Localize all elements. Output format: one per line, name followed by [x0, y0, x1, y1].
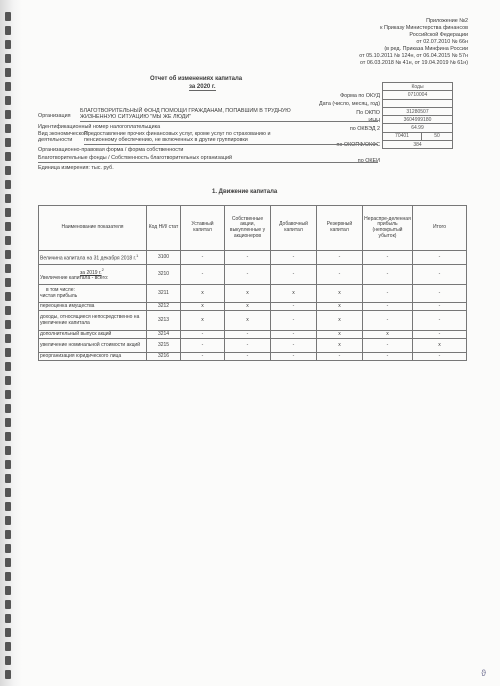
binding-hole [5, 390, 11, 399]
binding-hole [5, 670, 11, 679]
binding-hole [5, 600, 11, 609]
binding-hole [5, 516, 11, 525]
cell-value: х [317, 285, 363, 303]
cell-value: - [413, 285, 467, 303]
appendix-line-4: от 02.07.2010 № 66н [416, 39, 468, 45]
okpo-code: 31280507 [383, 107, 453, 115]
okei-code: 384 [383, 141, 453, 149]
cell-value: х [363, 331, 413, 339]
cell-value: - [271, 251, 317, 265]
cell-value: - [271, 331, 317, 339]
cell-value: х [317, 339, 363, 353]
cell-value: - [363, 303, 413, 311]
binding-hole [5, 222, 11, 231]
row-name-text: за 2019 г. [80, 269, 102, 276]
column-header: Код НИ/ стат [147, 206, 181, 251]
cell-value: - [317, 265, 363, 285]
binding-hole [5, 82, 11, 91]
cell-value: - [181, 353, 225, 361]
column-header: Собственные акции, выкупленные у акционеров [225, 206, 271, 251]
appendix-line-7: от 06.03.2018 № 41н, от 19.04.2019 № 61н) [360, 60, 468, 66]
org-label: Организация [38, 113, 71, 119]
table-row [39, 265, 467, 285]
binding-hole [5, 404, 11, 413]
binding-hole [5, 236, 11, 245]
report-title: Отчет об изменениях капитала [150, 76, 243, 82]
form-label: Форма по ОКУД [340, 93, 380, 99]
inn-caption: Идентификационный номер налогоплательщика [38, 124, 161, 130]
cell-value: - [225, 339, 271, 353]
appendix-line-3: Российской Федерации [409, 32, 468, 38]
row-name [39, 303, 147, 311]
org-name-1: БЛАГОТВОРИТЕЛЬНЫЙ ФОНД ПОМОЩИ ГРАЖДАНАМ, ПОПАВШИМ В ТРУДНУЮ [80, 108, 291, 114]
row-name [39, 311, 147, 331]
activity-label-1: Вид экономической [38, 131, 88, 137]
cell-value: - [271, 353, 317, 361]
binding-hole [5, 292, 11, 301]
footnote-mark: 2 [101, 267, 104, 273]
okpo-label: По ОКПО [356, 110, 380, 116]
okved-label: по ОКВЭД 2 [349, 126, 380, 132]
activity-value-1: Предоставление прочих финансовых услуг, кроме услуг по страхованию и [84, 131, 271, 137]
cell-value: - [363, 339, 413, 353]
binding-hole [5, 54, 11, 63]
row-code: 3211 [147, 285, 181, 303]
binding-hole [5, 460, 11, 469]
cell-value: - [225, 353, 271, 361]
binding-hole [5, 376, 11, 385]
cell-value: х [317, 311, 363, 331]
binding-hole [5, 96, 11, 105]
table-row [39, 251, 467, 265]
binding-hole [5, 614, 11, 623]
binding-hole [5, 278, 11, 287]
binding-hole [5, 586, 11, 595]
row-name-text: чистая прибыль [40, 292, 78, 299]
binding-hole [5, 362, 11, 371]
cell-value: - [413, 311, 467, 331]
row-name-text: доходы, относящиеся непосредственно на увеличение капитала [40, 313, 140, 326]
row-name-text: в том числе: [46, 286, 75, 293]
binding-hole [5, 138, 11, 147]
legal-form-value: Благотворительные фонды / Собственность благотворительных организаций [38, 155, 233, 161]
binding-hole [5, 180, 11, 189]
row-code: 3100 [147, 251, 181, 265]
row-name-text: реорганизация юридического лица [40, 352, 122, 359]
binding-hole [5, 418, 11, 427]
inn-label: ИНН [368, 118, 380, 124]
cell-value: - [225, 265, 271, 285]
cell-value: - [181, 251, 225, 265]
column-header: Наименование показателя [39, 206, 147, 251]
binding-hole [5, 544, 11, 553]
cell-value: - [271, 303, 317, 311]
row-name [39, 353, 147, 361]
okfs-code: 50 [422, 132, 453, 140]
date-code [383, 99, 453, 107]
column-header: Нераспре-деленная прибыль (непокрытый убыток) [363, 206, 413, 251]
cell-value: х [271, 285, 317, 303]
table-row [39, 311, 467, 331]
binding-hole [5, 642, 11, 651]
cell-value: - [181, 265, 225, 285]
table-row [39, 331, 467, 339]
binding-edge [0, 0, 22, 686]
codes-header: Коды [383, 83, 453, 91]
row-code: 3215 [147, 339, 181, 353]
row-name [39, 331, 147, 339]
row-code: 3214 [147, 331, 181, 339]
activity-value-2: пенсионному обеспечению, не включенных в другие группировки [84, 137, 248, 143]
column-header: Резервный капитал [317, 206, 363, 251]
okei-label: по ОКЕИ [357, 158, 380, 164]
cell-value: - [363, 265, 413, 285]
binding-hole [5, 530, 11, 539]
binding-hole [5, 68, 11, 77]
unit-label: Единица измерения: тыс. руб. [38, 165, 114, 171]
row-name [39, 339, 147, 353]
column-header: Итого [413, 206, 467, 251]
cell-value: - [413, 303, 467, 311]
cell-value: - [225, 331, 271, 339]
cell-value: - [363, 251, 413, 265]
cell-value: - [181, 331, 225, 339]
legal-form-label: Организационно-правовая форма / форма собственности [38, 147, 184, 153]
binding-hole [5, 40, 11, 49]
okopf-code: 70401 [383, 132, 422, 140]
appendix-line-1: Приложение №2 [426, 18, 468, 24]
appendix-line-6: от 05.10.2011 № 124н, от 06.04.2015 № 57н [359, 53, 468, 59]
okopf-label: по ОКОПФ/ОКФС [336, 142, 380, 148]
table-row [39, 285, 467, 303]
activity-label-2: деятельности [38, 137, 73, 143]
cell-value: х [225, 285, 271, 303]
binding-hole [5, 572, 11, 581]
binding-hole [5, 306, 11, 315]
row-name-text: переоценка имущества [40, 302, 95, 309]
binding-hole [5, 488, 11, 497]
binding-hole [5, 26, 11, 35]
appendix-line-5: (в ред. Приказа Минфина России [384, 46, 468, 52]
cell-value: - [271, 265, 317, 285]
column-header: Добавочный капитал [271, 206, 317, 251]
binding-hole [5, 194, 11, 203]
binding-hole [5, 12, 11, 21]
cell-value: - [181, 339, 225, 353]
cell-value: х [181, 303, 225, 311]
section-title: 1. Движение капитала [212, 189, 278, 195]
cell-value: - [271, 339, 317, 353]
cell-value: х [181, 285, 225, 303]
row-code: 3213 [147, 311, 181, 331]
cell-value: - [225, 251, 271, 265]
binding-hole [5, 264, 11, 273]
row-name [39, 251, 147, 265]
form-code: 0710004 [383, 91, 453, 99]
binding-hole [5, 110, 11, 119]
date-label: Дата (число, месяц, год) [318, 101, 380, 107]
report-period: за 2020 г. [189, 84, 216, 90]
binding-hole [5, 656, 11, 665]
binding-hole [5, 558, 11, 567]
row-name [39, 285, 147, 303]
cell-value: - [363, 285, 413, 303]
cell-value: х [181, 311, 225, 331]
row-name-text: дополнительный выпуск акций [40, 330, 112, 337]
binding-hole [5, 446, 11, 455]
binding-hole [5, 166, 11, 175]
binding-hole [5, 628, 11, 637]
row-code: 3212 [147, 303, 181, 311]
binding-hole [5, 334, 11, 343]
cell-value: - [317, 353, 363, 361]
codes-table [382, 82, 453, 149]
row-name-text: увеличение номинальной стоимости акций [40, 341, 141, 348]
cell-value: - [317, 251, 363, 265]
row-name [39, 265, 147, 285]
appendix-line-2: к Приказу Министерства финансов [380, 25, 468, 31]
okved-code: 64.99 [383, 124, 453, 132]
footnote-mark: 1 [136, 252, 139, 258]
cell-value: - [363, 353, 413, 361]
cell-value: - [363, 311, 413, 331]
binding-hole [5, 348, 11, 357]
binding-hole [5, 152, 11, 161]
cell-value: - [413, 265, 467, 285]
cell-value: х [413, 339, 467, 353]
cell-value: х [225, 311, 271, 331]
table-row [39, 353, 467, 361]
org-name-2: ЖИЗНЕННУЮ СИТУАЦИЮ "МЫ ЖЕ ЛЮДИ" [80, 114, 192, 120]
capital-movement-table [38, 205, 467, 361]
binding-hole [5, 250, 11, 259]
cell-value: - [413, 331, 467, 339]
cell-value: х [317, 303, 363, 311]
binding-hole [5, 320, 11, 329]
cell-value: - [413, 251, 467, 265]
cell-value: х [225, 303, 271, 311]
cell-value: х [317, 331, 363, 339]
binding-hole [5, 502, 11, 511]
row-code: 3216 [147, 353, 181, 361]
row-name-text: Увеличение капитала - всего: [40, 275, 109, 282]
binding-hole [5, 124, 11, 133]
column-header: Уставный капитал [181, 206, 225, 251]
table-row [39, 303, 467, 311]
row-name-text: Величина капитала на 31 декабря 2018 г. [40, 255, 137, 262]
cell-value: - [413, 353, 467, 361]
cell-value: - [271, 311, 317, 331]
row-code: 3210 [147, 265, 181, 285]
binding-hole [5, 474, 11, 483]
binding-hole [5, 208, 11, 217]
binding-hole [5, 432, 11, 441]
page-mark: ϑ [481, 668, 486, 678]
inn-code: 3604999180 [383, 116, 453, 124]
table-row [39, 339, 467, 353]
